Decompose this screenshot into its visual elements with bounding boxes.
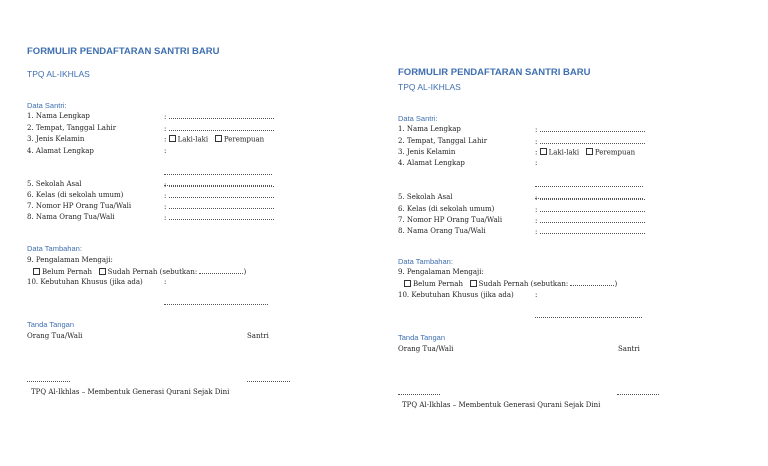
field-value-mengaji: Belum Pernah Sudah Pernah (sebutkan: ) [404,279,617,289]
sig-santri-label: Santri [618,345,640,353]
kebutuhan-line[interactable] [535,303,642,322]
field-label-sekolah: 5. Sekolah Asal [398,193,453,201]
field-label-ttl: 2. Tempat, Tanggal Lahir [398,137,488,145]
section-tanda-tangan: Tanda Tangan [27,320,74,329]
form-title: FORMULIR PENDAFTARAN SANTRI BARU [398,67,591,78]
field-label-sekolah: 5. Sekolah Asal [27,180,82,188]
field-value-ttl[interactable]: : [164,124,274,134]
field-value-mengaji: Belum Pernah Sudah Pernah (sebutkan: ) [33,267,246,277]
field-label-ttl: 2. Tempat, Tanggal Lahir [27,124,117,132]
section-tanda-tangan: Tanda Tangan [398,333,445,342]
field-label-ortu: 8. Nama Orang Tua/Wali [398,227,486,235]
field-value-gender: : Laki-laki Perempuan [535,148,636,157]
checkbox-belum[interactable] [404,280,411,287]
field-value-gender: : Laki-laki Perempuan [164,135,265,144]
field-label-kebutuhan: 10. Kebutuhan Khusus (jika ada) [398,291,514,299]
field-value-kelas[interactable]: : [535,205,645,215]
checkbox-male[interactable] [169,135,176,142]
field-label-kelas: 6. Kelas (di sekolah umum) [398,205,495,213]
form-title: FORMULIR PENDAFTARAN SANTRI BARU [27,46,220,57]
kebutuhan-line[interactable] [164,290,268,309]
form-footer: TPQ Al-Ikhlas – Membentuk Generasi Qurani Sejak Dini [402,401,601,409]
field-label-nama: 1. Nama Lengkap [398,125,461,133]
form-footer: TPQ Al-Ikhlas – Membentuk Generasi Qurani Sejak Dini [31,388,230,396]
field-label-ortu: 8. Nama Orang Tua/Wali [27,213,115,221]
field-value-hp[interactable]: : [164,202,274,212]
field-label-nama: 1. Nama Lengkap [27,112,90,120]
field-label-alamat: 4. Alamat Lengkap [27,147,94,155]
form-subtitle: TPQ AL-IKHLAS [398,82,461,92]
field-label-mengaji: 9. Pengalaman Mengaji: [398,268,484,276]
field-label-kebutuhan: 10. Kebutuhan Khusus (jika ada) [27,278,143,286]
field-value-sekolah[interactable]: : [164,180,274,190]
field-label-mengaji: 9. Pengalaman Mengaji: [27,256,113,264]
field-label-hp: 7. Nomor HP Orang Tua/Wali [398,216,503,224]
field-value-kebutuhan[interactable]: : [164,278,167,286]
field-value-alamat[interactable]: : [535,159,538,167]
section-data-santri: Data Santri: [27,101,67,110]
sig-santri-line[interactable] [617,380,659,399]
checkbox-sudah[interactable] [99,268,106,275]
field-value-hp[interactable]: : [535,216,645,226]
sig-santri-label: Santri [247,332,269,340]
field-label-gender: 3. Jenis Kelamin [398,148,456,156]
field-value-ttl[interactable]: : [535,137,645,147]
field-value-kebutuhan[interactable]: : [535,291,538,299]
sig-parent-line[interactable] [398,380,440,399]
section-data-tambahan: Data Tambahan: [27,244,82,253]
sig-parent-label: Orang Tua/Wali [27,332,83,340]
form-subtitle: TPQ AL-IKHLAS [27,69,90,79]
checkbox-female[interactable] [215,135,222,142]
section-data-santri: Data Santri: [398,114,438,123]
checkbox-male[interactable] [540,148,547,155]
field-label-hp: 7. Nomor HP Orang Tua/Wali [27,202,132,210]
sig-santri-line[interactable] [247,367,290,386]
field-value-ortu[interactable]: : [164,213,274,223]
field-value-nama[interactable]: : [535,125,645,135]
field-value-kelas[interactable]: : [164,191,274,201]
field-value-ortu[interactable]: : [535,227,645,237]
checkbox-sudah[interactable] [470,280,477,287]
field-label-alamat: 4. Alamat Lengkap [398,159,465,167]
section-data-tambahan: Data Tambahan: [398,257,453,266]
checkbox-female[interactable] [586,148,593,155]
field-value-alamat[interactable]: : [164,147,167,155]
checkbox-belum[interactable] [33,268,40,275]
field-label-kelas: 6. Kelas (di sekolah umum) [27,191,124,199]
field-value-nama[interactable]: : [164,112,274,122]
sig-parent-label: Orang Tua/Wali [398,345,454,353]
sig-parent-line[interactable] [27,367,70,386]
field-label-gender: 3. Jenis Kelamin [27,135,85,143]
field-value-sekolah[interactable]: : [535,193,645,203]
